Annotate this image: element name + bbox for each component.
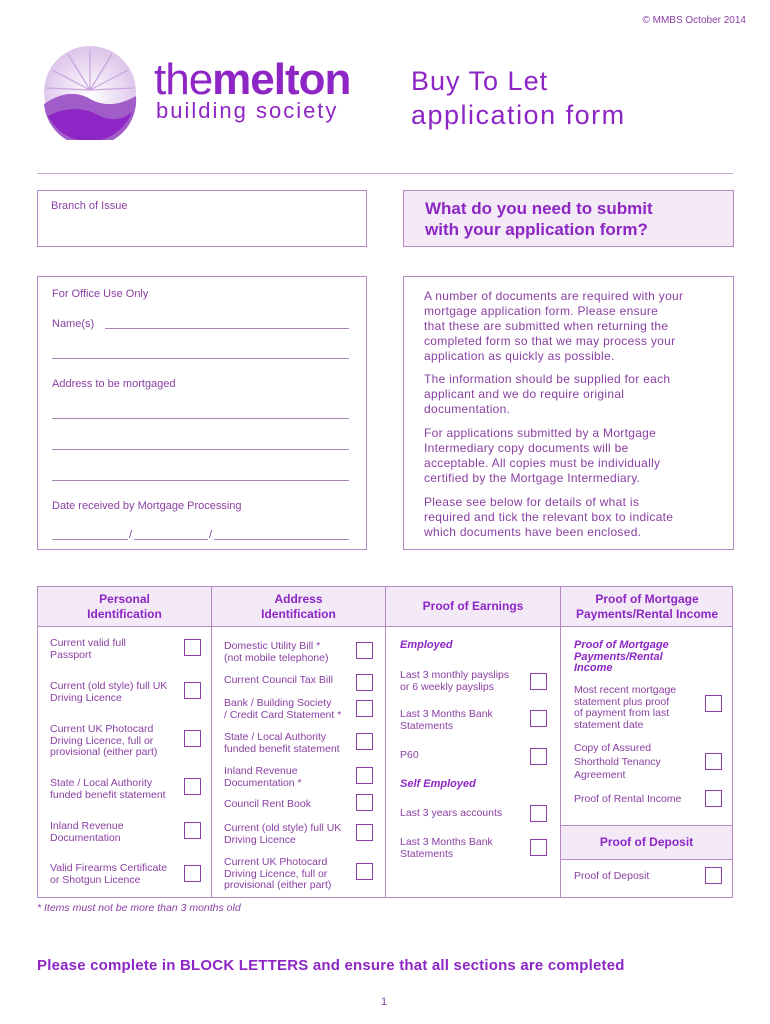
item-utility-bill: Domestic Utility Bill * (not mobile telephone) [224, 640, 329, 664]
question-line1: What do you need to submit [425, 199, 653, 218]
item-old-driving-licence: Current (old style) full UK Driving Licence [50, 680, 168, 704]
item-bank-statements-self-employed: Last 3 Months Bank Statements [400, 836, 493, 860]
date-day-line[interactable] [52, 539, 128, 540]
item-accounts: Last 3 years accounts [400, 807, 503, 819]
date-received-label: Date received by Mortgage Processing [52, 500, 242, 512]
checkbox-tenancy-agreement[interactable] [705, 753, 722, 770]
branch-of-issue-field[interactable] [37, 190, 367, 247]
copyright-notice: © MMBS October 2014 [642, 15, 746, 26]
page-number: 1 [381, 996, 388, 1008]
checkbox-bank-statements-self-employed[interactable] [530, 839, 547, 856]
date-received-field[interactable] [52, 529, 349, 541]
checkbox-old-driving-licence[interactable] [184, 682, 201, 699]
header-divider [37, 173, 733, 174]
office-use-heading: For Office Use Only [52, 288, 149, 300]
date-year-line[interactable] [214, 539, 349, 540]
item-photocard-licence: Current UK Photocard Driving Licence, full or provisional (either part) [224, 856, 332, 891]
date-separator: / [209, 529, 213, 541]
checkbox-bank-statement[interactable] [356, 700, 373, 717]
item-benefit-statement: State / Local Authority funded benefit statement [50, 777, 166, 801]
checkbox-utility-bill[interactable] [356, 642, 373, 659]
date-month-line[interactable] [134, 539, 208, 540]
header-proof-of-mortgage: Proof of Mortgage Payments/Rental Income [575, 592, 719, 621]
question-line2: with your application form? [425, 220, 648, 239]
item-inland-revenue: Inland Revenue Documentation [50, 820, 124, 844]
item-inland-revenue: Inland Revenue Documentation * [224, 765, 302, 789]
item-passport: Current valid full Passport [50, 637, 126, 661]
checkbox-inland-revenue[interactable] [356, 767, 373, 784]
item-benefit-statement: State / Local Authority funded benefit statement [224, 731, 340, 755]
checkbox-passport[interactable] [184, 639, 201, 656]
checkbox-rental-income[interactable] [705, 790, 722, 807]
checkbox-payslips[interactable] [530, 673, 547, 690]
address-line-3[interactable] [52, 480, 349, 481]
instructions-paragraph-1: A number of documents are required with your mortgage application form. Please ensure that these are submitted when returning the completed form so that we may process your application as quickly as possible. [424, 289, 684, 363]
date-separator: / [129, 529, 133, 541]
documents-table [37, 586, 733, 898]
item-rental-income: Proof of Rental Income [574, 793, 682, 805]
logo-wordmark: themelton [154, 55, 351, 104]
checkbox-mortgage-statement[interactable] [705, 695, 722, 712]
checkbox-p60[interactable] [530, 748, 547, 765]
checkbox-photocard-licence[interactable] [356, 863, 373, 880]
checkbox-council-rent-book[interactable] [356, 794, 373, 811]
logo-subtitle: building society [156, 98, 339, 123]
checkbox-photocard-licence[interactable] [184, 730, 201, 747]
address-label: Address to be mortgaged [52, 378, 176, 390]
self-employed-subheading: Self Employed [400, 778, 476, 790]
footnote: * Items must not be more than 3 months old [37, 902, 241, 914]
address-line-2[interactable] [52, 449, 349, 450]
item-mortgage-statement: Most recent mortgage statement plus proof of payment from last statement date [574, 684, 677, 731]
checkbox-proof-of-deposit[interactable] [705, 867, 722, 884]
names-line-2[interactable] [52, 358, 349, 359]
instructions-paragraph-3: For applications submitted by a Mortgage Intermediary copy documents will be acceptable. All copies must be individually certified by the Mortgage Intermediary. [424, 426, 661, 485]
checkbox-bank-statements-employed[interactable] [530, 710, 547, 727]
item-council-tax-bill: Current Council Tax Bill [224, 674, 333, 686]
header-address-identification: Address Identification [261, 592, 336, 621]
checkbox-inland-revenue[interactable] [184, 822, 201, 839]
checkbox-benefit-statement[interactable] [356, 733, 373, 750]
item-bank-statement: Bank / Building Society / Credit Card Statement * [224, 697, 342, 721]
office-use-box [37, 276, 367, 550]
header-proof-of-deposit: Proof of Deposit [561, 825, 732, 860]
checkbox-benefit-statement[interactable] [184, 778, 201, 795]
instructions-box [403, 276, 734, 550]
checkbox-accounts[interactable] [530, 805, 547, 822]
item-proof-of-deposit: Proof of Deposit [574, 870, 650, 882]
column-divider [211, 587, 212, 897]
form-title-line1: Buy To Let [411, 66, 549, 96]
checkbox-old-driving-licence[interactable] [356, 824, 373, 841]
block-letters-instruction: Please complete in BLOCK LETTERS and ensure that all sections are completed [37, 957, 625, 974]
names-label: Name(s) [52, 318, 95, 330]
submission-question-box [403, 190, 734, 247]
form-title-line2: application form [411, 100, 626, 130]
item-photocard-licence: Current UK Photocard Driving Licence, full or provisional (either part) [50, 723, 158, 758]
names-line-1[interactable] [105, 328, 349, 329]
checkbox-council-tax-bill[interactable] [356, 674, 373, 691]
item-p60: P60 [400, 749, 419, 761]
item-payslips: Last 3 monthly payslips or 6 weekly payslips [400, 669, 510, 693]
branch-of-issue-label: Branch of Issue [51, 200, 128, 212]
employed-subheading: Employed [400, 639, 453, 651]
address-line-1[interactable] [52, 418, 349, 419]
checkbox-firearms-certificate[interactable] [184, 865, 201, 882]
item-tenancy-agreement: Copy of Assured Shorthold Tenancy Agreement [574, 742, 661, 781]
item-bank-statements-employed: Last 3 Months Bank Statements [400, 708, 493, 732]
item-old-driving-licence: Current (old style) full UK Driving Licence [224, 822, 342, 846]
instructions-paragraph-4: Please see below for details of what is required and tick the relevant box to indicate which documents have been enclosed. [424, 495, 674, 539]
header-personal-identification: Personal Identification [87, 592, 162, 621]
item-council-rent-book: Council Rent Book [224, 798, 311, 810]
item-firearms-certificate: Valid Firearms Certificate or Shotgun Licence [50, 862, 168, 886]
society-logo-icon [40, 44, 140, 140]
column-divider [385, 587, 386, 897]
proof-of-mortgage-subheading: Proof of Mortgage Payments/Rental Income [574, 639, 669, 674]
header-proof-of-earnings: Proof of Earnings [422, 599, 524, 613]
instructions-paragraph-2: The information should be supplied for each applicant and we do require original documentation. [424, 372, 671, 416]
